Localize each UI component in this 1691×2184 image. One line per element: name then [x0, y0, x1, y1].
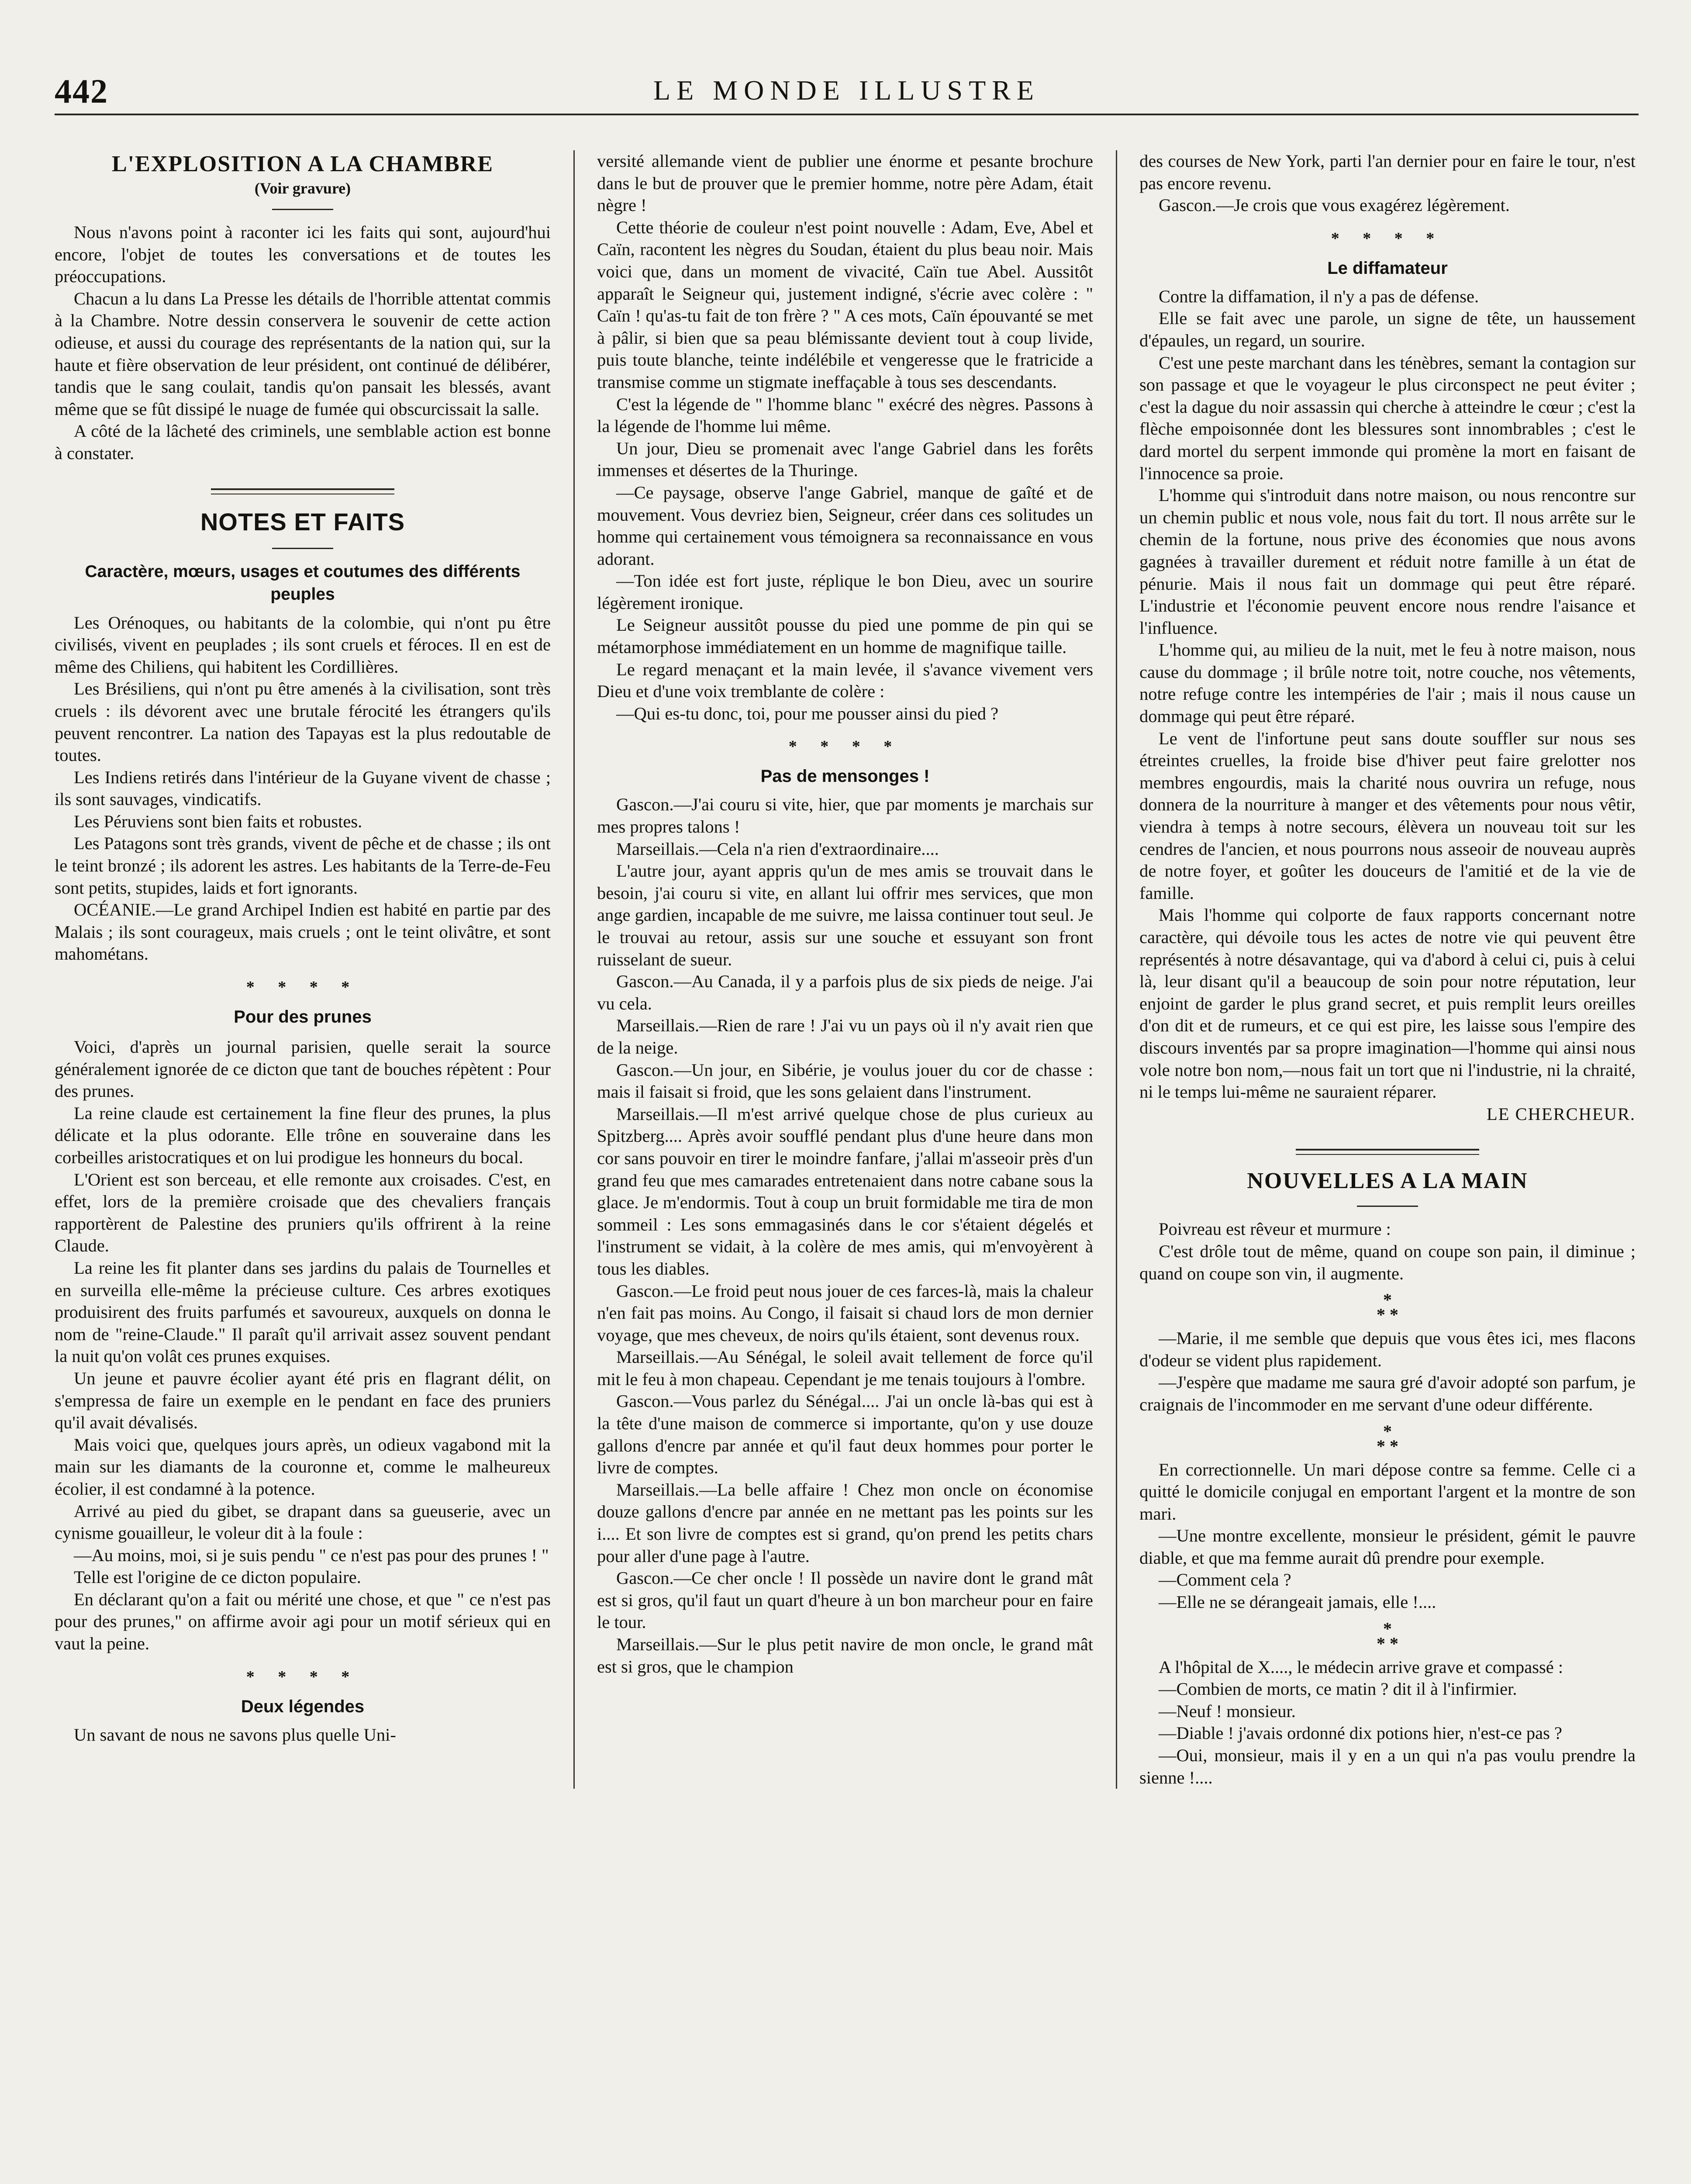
- paragraph: En déclarant qu'on a fait ou mérité une chose, et que " ce n'est pas pour des prunes," on affirme avoir agi pour un motif sérieux qui en vaut la peine.: [55, 1589, 551, 1654]
- paragraph: Marseillais.—Il m'est arrivé quelque chose de plus curieux au Spitzberg.... Après avoir soufflé pendant plus d'une heure dans mon cor sans pouvoir en tirer le moindre fanfare, j'allai m'asseoir près d'un grand feu que mes camarades entretenaient dans notre cabane sous la glace. Je m'endormis. Tout à coup un bruit formidable me tira de mon sommeil : Les sons emmagasinés dans le cor s'étaient dégelés et l'instrument se vidait, à la colère de mes amis, qui m'envoyèrent à tous les diables.: [597, 1104, 1093, 1279]
- divider: [272, 209, 333, 210]
- article-mensonges: [597, 765, 1093, 1678]
- paragraph: Le Seigneur aussitôt pousse du pied une pomme de pin qui se métamorphose immédiatement en un homme de magnifique taille.: [597, 615, 1093, 657]
- article-title: Deux légendes: [241, 1697, 365, 1716]
- column-2: [597, 150, 1093, 1789]
- article-title: NOUVELLES A LA MAIN: [1247, 1168, 1528, 1194]
- article-legendes-continued: [597, 150, 1093, 725]
- paragraph: Gascon.—J'ai couru si vite, hier, que par moments je marchais sur mes propres talons !: [597, 795, 1093, 837]
- paragraph: Contre la diffamation, il n'y a pas de défense.: [1159, 286, 1479, 306]
- article-title: L'EXPLOSITION A LA CHAMBRE: [111, 152, 494, 176]
- paragraph: Elle se fait avec une parole, un signe de tête, un haussement d'épaules, un regard, un sourire.: [1139, 308, 1636, 350]
- column-3: [1139, 150, 1636, 1789]
- paragraph: versité allemande vient de publier une énorme et pesante brochure dans le but de prouver que le premier homme, notre père Adam, était nègre !: [597, 151, 1093, 215]
- paragraph: Poivreau est rêveur et murmure :: [1159, 1219, 1391, 1239]
- paragraph: Gascon.—Un jour, en Sibérie, je voulus jouer du cor de chasse : mais il faisait si froid, que les sons gelaient dans l'instrument.: [597, 1060, 1093, 1102]
- paragraph: Les Indiens retirés dans l'intérieur de la Guyane vivent de chasse ; ils sont sauvages, vindicatifs.: [55, 767, 551, 809]
- paragraph: Marseillais.—Sur le plus petit navire de mon oncle, le grand mât est si gros, que le champion: [597, 1635, 1093, 1676]
- asterism-separator: * * *: [1377, 1290, 1398, 1325]
- article-title: Pas de mensonges !: [760, 767, 930, 786]
- article-nouvelles: [1139, 1167, 1636, 1789]
- paragraph: —Neuf ! monsieur.: [1159, 1701, 1296, 1721]
- paragraph: —Combien de morts, ce matin ? dit il à l'infirmier.: [1159, 1679, 1517, 1699]
- paragraph: —Elle ne se dérangeait jamais, elle !....: [1159, 1592, 1436, 1612]
- separator-stars: * * * *: [788, 737, 902, 756]
- paragraph: Nous n'avons point à raconter ici les faits qui sont, aujourd'hui encore, l'objet de toutes les conversations et de toutes les préoccupations.: [55, 222, 551, 287]
- paragraph: —Marie, il me semble que depuis que vous êtes ici, mes flacons d'odeur se vident plus rapidement.: [1139, 1328, 1636, 1370]
- paragraph: Les Orénoques, ou habitants de la colombie, qui n'ont pu être civilisés, vivent en peuplades ; ils sont cruels et féroces. Il en est de même des Chiliens, qui habitent les Cordillières.: [55, 612, 551, 677]
- article-diffamateur: [1139, 257, 1636, 1126]
- separator-stars: * * * *: [246, 1667, 359, 1686]
- paragraph: —Une montre excellente, monsieur le président, gémit le pauvre diable, et que ma femme aurait dû prendre pour exemple.: [1139, 1526, 1636, 1568]
- paragraph: des courses de New York, parti l'an dernier pour en faire le tour, n'est pas encore revenu.: [1139, 151, 1636, 193]
- paragraph: Marseillais.—Au Sénégal, le soleil avait tellement de force qu'il mit le feu à mon chapeau. Cependant je me tenais toujours à l'ombre.: [597, 1347, 1093, 1389]
- article-mensonges-continued: [1139, 150, 1636, 217]
- paragraph: C'est drôle tout de même, quand on coupe son pain, il diminue ; quand on coupe son vin, il augmente.: [1139, 1241, 1636, 1283]
- paragraph: —Au moins, moi, si je suis pendu " ce n'est pas pour des prunes ! ": [74, 1545, 549, 1565]
- article-title: Pour des prunes: [234, 1007, 372, 1027]
- paragraph: L'homme qui, au milieu de la nuit, met le feu à notre maison, nous cause du dommage ; il brûle notre toit, notre couche, nos vêtements, notre refuge contre les intempéries de l'air ; mais il nous cause un dommage qui peut être réparé.: [1139, 640, 1636, 726]
- paragraph: OCÉANIE.—Le grand Archipel Indien est habité en partie par des Malais ; ils sont courageux, mais cruels ; ont le teint olivâtre, et sont mahométans.: [55, 900, 551, 964]
- article-signature: LE CHERCHEUR.: [1486, 1104, 1636, 1124]
- paragraph: L'Orient est son berceau, et elle remonte aux croisades. C'est, en effet, lors de la première croisade que des chevaliers français rapportèrent de Palestine des pruniers qu'ils offrirent à la reine Claude.: [55, 1169, 551, 1256]
- paragraph: La reine les fit planter dans ses jardins du palais de Tournelles et en surveilla elle-même la précieuse culture. Ces arbres exotiques produisirent des fruits parfumés et savoureux, auxquels on donna le nom de "reine-Claude." Il paraît qu'il arrivait assez souvent pendant la nuit qu'on volât ces prunes exquises.: [55, 1258, 551, 1366]
- paragraph: Les Patagons sont très grands, vivent de pêche et de chasse ; ils ont le teint bronzé ; ils adorent les astres. Les habitants de la Terre-de-Feu sont petits, stupides, laids et fort ignorants.: [55, 833, 551, 898]
- paragraph: Le regard menaçant et la main levée, il s'avance vivement vers Dieu et d'une voix tremblante de colère :: [597, 659, 1093, 702]
- paragraph: La reine claude est certainement la fine fleur des prunes, la plus délicate et la plus odorante. Elle trône en souveraine dans les corbeilles aristocratiques et on lui prodigue les honneurs du bocal.: [55, 1103, 551, 1167]
- paragraph: A l'hôpital de X...., le médecin arrive grave et compassé :: [1159, 1657, 1563, 1677]
- article-caracteres: [55, 560, 551, 966]
- paragraph: —Diable ! j'avais ordonné dix potions hier, n'est-ce pas ?: [1159, 1723, 1562, 1743]
- asterism-separator: * * *: [1377, 1618, 1398, 1653]
- section-divider: [211, 488, 394, 494]
- divider: [272, 548, 333, 549]
- article-legendes: [55, 1695, 551, 1746]
- paragraph: Marseillais.—Cela n'a rien d'extraordinaire....: [616, 839, 939, 859]
- masthead: [55, 66, 1639, 115]
- paragraph: —Ce paysage, observe l'ange Gabriel, manque de gaîté et de mouvement. Vous devriez bien, Seigneur, créer dans ces solitudes un homme qui certainement vous témoignera sa reconnaissance en vous adorant.: [597, 482, 1093, 569]
- paragraph: Un savant de nous ne savons plus quelle Uni-: [74, 1724, 396, 1745]
- separator-stars: * * * *: [1331, 229, 1444, 248]
- article-subtitle: (Voir gravure): [254, 180, 351, 197]
- page-number: 442: [55, 72, 108, 110]
- paragraph: —J'espère que madame me saura gré d'avoir adopté son parfum, je craignais de l'incommoder en me servant d'une odeur différente.: [1139, 1372, 1636, 1414]
- paragraph: Marseillais.—La belle affaire ! Chez mon oncle on économise douze gallons d'encre par année en ne mettant pas les points sur les i.... Et son livre de comptes est si grand, qu'on prend les petits chars pour aller d'une page à l'autre.: [597, 1479, 1093, 1566]
- paragraph: —Qui es-tu donc, toi, pour me pousser ainsi du pied ?: [616, 703, 999, 723]
- paragraph: Un jeune et pauvre écolier ayant été pris en flagrant délit, on s'empressa de faire un exemple en le pendant en face des pruniers qu'il avait dévalisés.: [55, 1368, 551, 1433]
- separator-stars: * * * *: [246, 978, 359, 997]
- paragraph: Marseillais.—Rien de rare ! J'ai vu un pays où il n'y avait rien que de la neige.: [597, 1016, 1093, 1057]
- paragraph: Telle est l'origine de ce dicton populaire.: [74, 1567, 361, 1587]
- paragraph: Gascon.—Le froid peut nous jouer de ces farces-là, mais la chaleur n'en fait pas moins. Au Congo, il faisait si chaud lors de mon dernier voyage, que mes cheveux, de noirs qu'ils étaient, sont devenus roux.: [597, 1281, 1093, 1345]
- paragraph: Arrivé au pied du gibet, se drapant dans sa gueuserie, avec un cynisme gouailleur, le voleur dit à la foule :: [55, 1501, 551, 1543]
- paragraph: L'autre jour, ayant appris qu'un de mes amis se trouvait dans le besoin, j'ai couru si vite, en allant lui offrir mes services, que mon ange gardien, incapable de me suivre, me laissa continuer tout seul. Je le trouvai au retour, assis sur une souche et essuyant son front ruisselant de sueur.: [597, 861, 1093, 969]
- paragraph: Les Brésiliens, qui n'ont pu être amenés à la civilisation, sont très cruels : ils dévorent avec une brutale férocité les étrangers qu'ils peuvent rencontrer. La nation des Tapayas est la plus redoutable de toutes.: [55, 679, 551, 765]
- paragraph: Mais voici que, quelques jours après, un odieux vagabond mit la main sur les diamants de la couronne et, comme le malheureux écolier, il est condamné à la potence.: [55, 1434, 551, 1499]
- paragraph: Un jour, Dieu se promenait avec l'ange Gabriel dans les forêts immenses et désertes de la Thuringe.: [597, 438, 1093, 480]
- paragraph: —Comment cela ?: [1159, 1570, 1291, 1590]
- paragraph: Gascon.—Vous parlez du Sénégal.... J'ai un oncle là-bas qui est à la tête d'une maison de commerce si importante, qu'on y use douze gallons d'encre par année et qu'il faut deux hommes pour porter le livre de comptes.: [597, 1391, 1093, 1478]
- paragraph: C'est la légende de " l'homme blanc " exécré des nègres. Passons à la légende de l'homme lui même.: [597, 394, 1093, 436]
- article-prunes: [55, 1006, 551, 1655]
- divider: [1357, 1206, 1418, 1207]
- paragraph: C'est une peste marchant dans les ténèbres, semant la contagion sur son passage et que le voyageur le plus circonspect ne peut éviter ; c'est la dague du noir assassin qui cherche à atteindre le cœur ; c'est la flèche empoisonnée dont les blessures sont innombrables ; c'est le dard mortel du serpent immonde qui promène la mort en faisant de l'innocence sa proie.: [1139, 352, 1636, 483]
- paragraph: Le vent de l'infortune peut sans doute souffler sur nous ses étreintes cruelles, la froide bise d'hiver peut faire grelotter nos membres engourdis, mais la charité nous ouvrira un refuge, nous donnera de la nourriture à manger et des vêtements pour nous vêtir, viendra à temps à notre secours, élèvera un nouveau toit sur les cendres de l'ancien, et nous pourrons nous asseoir de nouveau auprès de notre foyer, et goûter les douceurs de l'amitié et de la vie de famille.: [1139, 728, 1636, 903]
- paragraph: Les Péruviens sont bien faits et robustes.: [74, 811, 362, 831]
- paragraph: Cette théorie de couleur n'est point nouvelle : Adam, Eve, Abel et Caïn, racontent les nègres du Soudan, étaient du plus beau noir. Mais voici que, dans un moment de vivacité, Caïn tue Abel. Aussitôt apparaît le Seigneur qui, justement indigné, s'écrie avec colère : " Caïn ! qu'as-tu fait de ton frère ? " A ces mots, Caïn épouvanté se met à pâlir, si bien que sa peau blémissante devient tout à coup livide, puis toute blanche, teinte indélébile et vengeresse que le fratricide a transmise comme un stigmate ineffaçable à tous ses descendants.: [597, 217, 1093, 392]
- article-explosion: [55, 150, 551, 465]
- section-title: NOTES ET FAITS: [200, 508, 405, 536]
- journal-name: LE MONDE ILLUSTRE: [653, 75, 1040, 106]
- asterism-separator: * * *: [1377, 1421, 1398, 1456]
- paragraph: Gascon.—Au Canada, il y a parfois plus de six pieds de neige. J'ai vu cela.: [597, 971, 1093, 1013]
- paragraph: A côté de la lâcheté des criminels, une semblable action est bonne à constater.: [55, 421, 551, 463]
- column-1: [55, 150, 551, 1789]
- paragraph: Gascon.—Je crois que vous exagérez légèrement.: [1159, 195, 1510, 215]
- text-columns: [55, 150, 1639, 1789]
- article-title: Le diffamateur: [1327, 258, 1448, 278]
- paragraph: —Ton idée est fort juste, réplique le bon Dieu, avec un sourire légèrement ironique.: [597, 571, 1093, 613]
- section-divider: [1296, 1149, 1479, 1155]
- paragraph: Mais l'homme qui colporte de faux rapports concernant notre caractère, qui dévoile tous les actes de notre vie qui peuvent être représentés à notre désavantage, qui va d'abord à celui ci, puis à celui là, leur disant qu'il a beaucoup de soin pour notre réputation, leur enjoint de garder le plus grand secret, et puis remplit leurs oreilles d'on dit et de rumeurs, et ce qui est pire, les laisse sous l'empire des discours inventés par sa propre imagination—l'homme qui ainsi nous vole notre bon nom,—nous fait un tort que ni l'industrie, ni la chraité, ni le temps lui-même ne sauraient réparer.: [1139, 905, 1636, 1102]
- paragraph: En correctionnelle. Un mari dépose contre sa femme. Celle ci a quitté le domicile conjugal en emportant l'argent et la montre de son mari.: [1139, 1459, 1636, 1524]
- paragraph: —Oui, monsieur, mais il y en a un qui n'a pas voulu prendre la sienne !....: [1139, 1745, 1636, 1787]
- paragraph: Gascon.—Ce cher oncle ! Il possède un navire dont le grand mât est si gros, qu'il faut un quart d'heure à un bon marcheur pour en faire le tour.: [597, 1568, 1093, 1632]
- paragraph: L'homme qui s'introduit dans notre maison, ou nous rencontre sur un chemin public et nous vole, nous fait du tort. Il nous arrête sur le chemin de la fortune, nous prive des économies que nous avons gagnées à travailler durement et réduit notre famille à un état de pénurie. Mais il nous fait un dommage qui peut être réparé. L'industrie et l'économie peuvent encore nous rendre l'aisance et l'influence.: [1139, 485, 1636, 638]
- paragraph: Chacun a lu dans La Presse les détails de l'horrible attentat commis à la Chambre. Notre dessin conservera le souvenir de cette action odieuse, et aussi du courage des représentants de la nation qui, sur la haute et fière observation de leur président, ont continué de délibérer, tandis que le sang coulait, tandis qu'on pansait les blessés, avant même que se fût dissipé le nuage de fumée qui obscurcissait la salle.: [55, 288, 551, 419]
- paragraph: Voici, d'après un journal parisien, quelle serait la source généralement ignorée de ce dicton que tant de bouches répètent : Pour des prunes.: [55, 1037, 551, 1101]
- article-title: Caractère, mœurs, usages et coutumes des différents peuples: [85, 562, 521, 604]
